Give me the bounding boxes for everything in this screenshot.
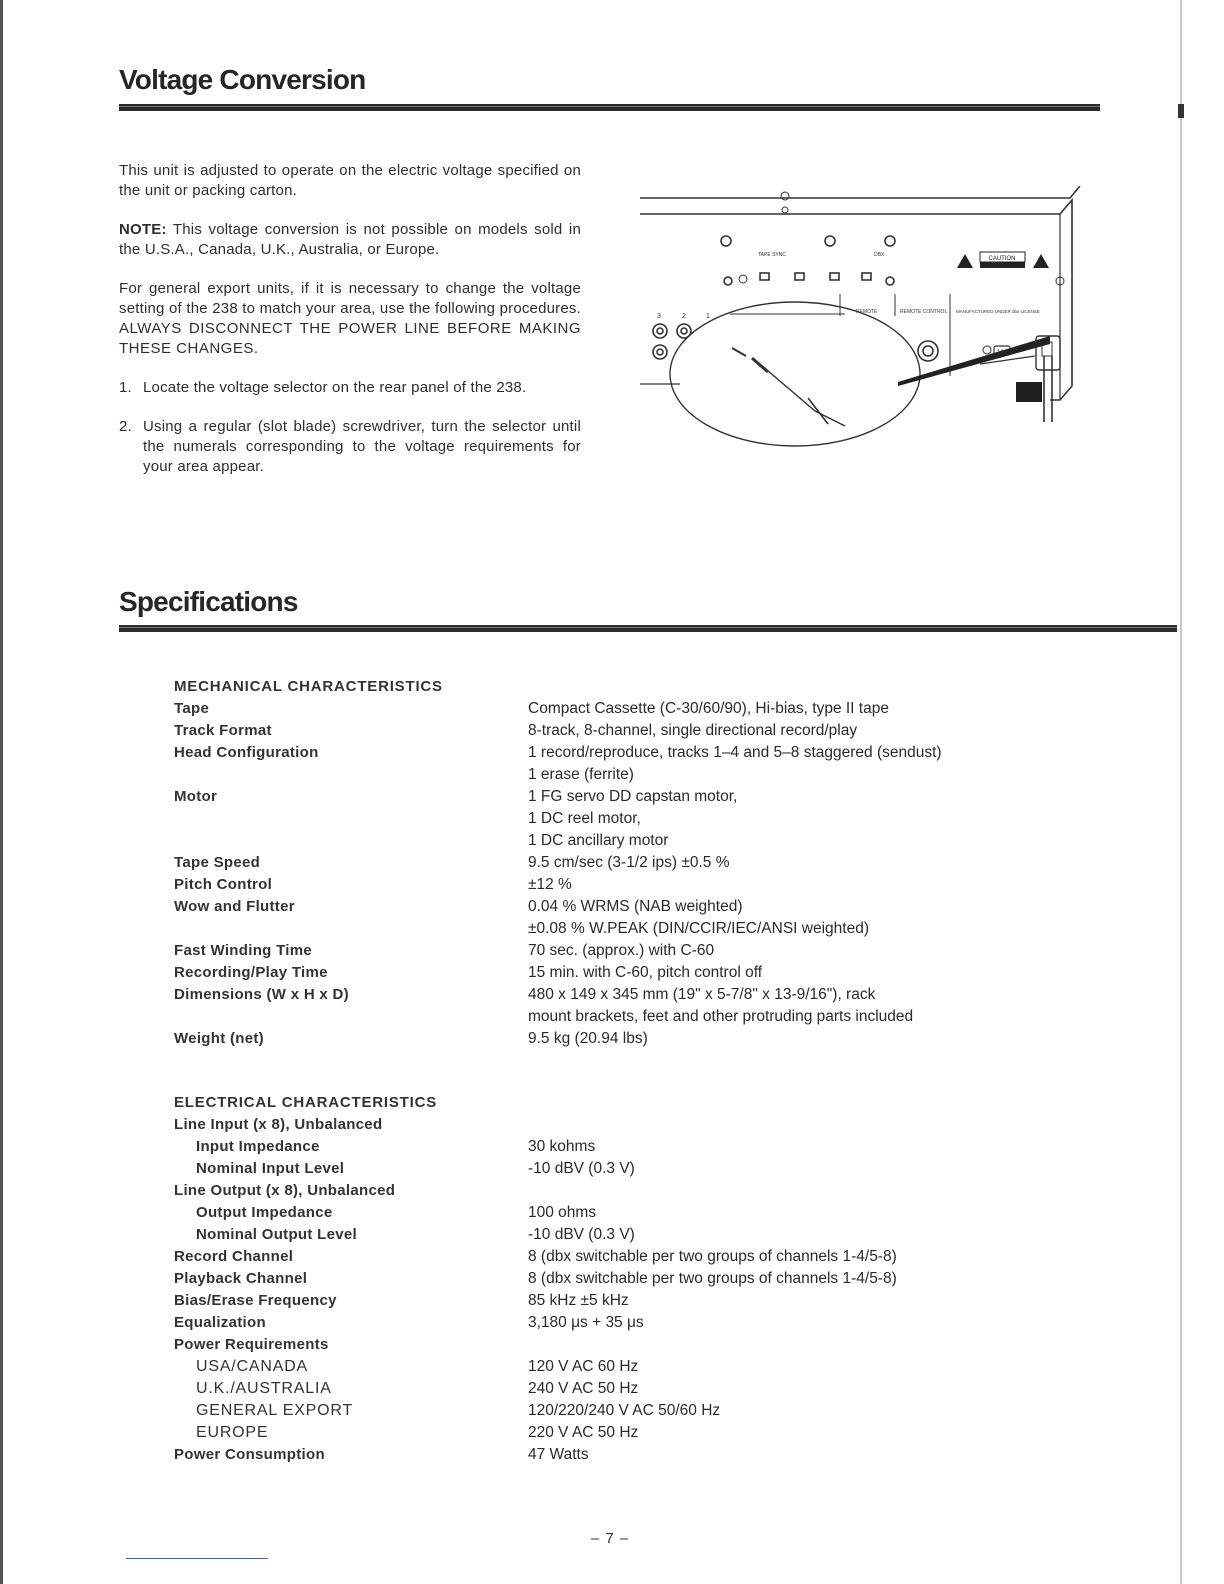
screw-icon bbox=[885, 236, 895, 246]
spec-row-record-channel bbox=[174, 1246, 1074, 1268]
switch-icon bbox=[795, 273, 804, 280]
spec-row-power-consumption bbox=[174, 1444, 1074, 1466]
screw-icon bbox=[721, 236, 731, 246]
voltage-steps bbox=[119, 378, 581, 477]
rca-jack-icon bbox=[653, 324, 667, 338]
spec-row-general-export bbox=[174, 1400, 1074, 1422]
scan-left-edge bbox=[0, 0, 3, 1584]
spec-value-line: 9.5 cm/sec (3-1/2 ips) ±0.5 % bbox=[528, 854, 730, 871]
step-text: Using a regular (slot blade) screwdriver, turn the selector until the numerals corresponding to the voltage requirements for your area appear. bbox=[143, 418, 581, 475]
step-text: Locate the voltage selector on the rear panel of the 238. bbox=[143, 379, 527, 396]
license-label: MANUFACTURED UNDER dbx LICENSE bbox=[956, 309, 1040, 314]
panel-top-edge bbox=[640, 186, 1080, 198]
spec-label: Nominal Input Level bbox=[196, 1160, 345, 1177]
spec-value-line: 1 erase (ferrite) bbox=[528, 766, 634, 783]
spec-label: Line Output (x 8), Unbalanced bbox=[174, 1182, 396, 1199]
spec-label: Equalization bbox=[174, 1314, 266, 1331]
spec-label: Tape Speed bbox=[174, 854, 261, 871]
jack-icon bbox=[886, 277, 894, 285]
spec-label: Line Input (x 8), Unbalanced bbox=[174, 1116, 383, 1133]
spec-label: Input Impedance bbox=[196, 1138, 320, 1155]
voltage-note bbox=[119, 220, 581, 260]
switch-icon bbox=[830, 273, 839, 280]
spec-value-line: 8-track, 8-channel, single directional record/play bbox=[528, 722, 858, 739]
spec-label: Playback Channel bbox=[174, 1270, 308, 1287]
voltage-intro: This unit is adjusted to operate on the electric voltage specified on the unit or packing carton. bbox=[119, 162, 581, 199]
spec-row-fast-winding bbox=[174, 940, 1074, 962]
spec-value bbox=[528, 698, 1074, 720]
spec-value: -10 dBV (0.3 V) bbox=[528, 1160, 635, 1177]
tape-sync-label: TAPE SYNC bbox=[758, 252, 786, 258]
spec-label: Power Requirements bbox=[174, 1336, 329, 1353]
spec-row-motor bbox=[174, 786, 1074, 852]
spec-value: 220 V AC 50 Hz bbox=[528, 1424, 639, 1441]
electrical-heading-row bbox=[174, 1092, 1074, 1114]
export-text: For general export units, if it is necessary to change the voltage setting of the 238 to match your area, use the following procedures. bbox=[119, 280, 581, 317]
spec-row-weight bbox=[174, 1028, 1074, 1050]
spec-value bbox=[528, 852, 1074, 874]
spec-label: Output Impedance bbox=[196, 1204, 333, 1221]
specifications-table bbox=[174, 676, 1074, 1466]
spec-value: 8 (dbx switchable per two groups of channels 1-4/5-8) bbox=[528, 1270, 897, 1287]
remote-control-label: REMOTE CONTROL bbox=[900, 309, 948, 315]
remote-connector-icon bbox=[918, 341, 938, 361]
remote-punch-label: REMOTE bbox=[856, 309, 878, 315]
spec-value: 100 ohms bbox=[528, 1204, 597, 1221]
spec-row-tape bbox=[174, 698, 1074, 720]
voltage-body bbox=[119, 161, 581, 496]
spec-row-power-requirements bbox=[174, 1334, 1074, 1356]
scan-edge-mark bbox=[1178, 104, 1184, 118]
spec-value-line: 70 sec. (approx.) with C-60 bbox=[528, 942, 715, 959]
voltage-value-label: 120 bbox=[996, 350, 1008, 356]
spec-value: 120 V AC 60 Hz bbox=[528, 1358, 639, 1375]
spec-row-wow-flutter bbox=[174, 896, 1074, 940]
spec-label: Motor bbox=[174, 788, 218, 805]
power-cord bbox=[1044, 356, 1052, 422]
step-number: 2. bbox=[119, 418, 132, 435]
spec-label: Pitch Control bbox=[174, 876, 273, 893]
page-number: – 7 – bbox=[590, 1530, 630, 1547]
spec-value bbox=[528, 742, 1074, 786]
channel-2-label: 2 bbox=[682, 313, 686, 320]
warning-text: ALWAYS DISCONNECT THE POWER LINE BEFORE MAKING THESE CHANGES. bbox=[119, 320, 581, 357]
note-text: This voltage conversion is not possible on models sold in the U.S.A., Canada, U.K., Australia, or Europe. bbox=[119, 221, 581, 258]
spec-label: Wow and Flutter bbox=[174, 898, 295, 915]
spec-row-recording-time bbox=[174, 962, 1074, 984]
spec-row-pitch-control bbox=[174, 874, 1074, 896]
footnote-rule bbox=[126, 1558, 268, 1559]
specifications-title-rule bbox=[119, 625, 1177, 632]
rca-jack-icon bbox=[653, 345, 667, 359]
warning-triangle-icon bbox=[1033, 254, 1049, 268]
voltage-title-rule bbox=[119, 104, 1100, 111]
spec-label: Track Format bbox=[174, 722, 272, 739]
spec-label: U.K./AUSTRALIA bbox=[196, 1380, 332, 1397]
spec-value-line: 1 FG servo DD capstan motor, bbox=[528, 788, 738, 805]
spec-value-line: 480 x 149 x 345 mm (19" x 5-7/8" x 13-9/16"), rack bbox=[528, 986, 876, 1003]
spec-value-line: ±12 % bbox=[528, 876, 572, 893]
spec-label: Tape bbox=[174, 700, 210, 717]
dbx-label: DBX bbox=[874, 252, 885, 258]
spec-row-output-impedance bbox=[174, 1202, 1074, 1224]
spec-value-line: mount brackets, feet and other protruding parts included bbox=[528, 1008, 914, 1025]
spec-row-playback-channel bbox=[174, 1268, 1074, 1290]
spec-value-line: Compact Cassette (C-30/60/90), Hi-bias, type II tape bbox=[528, 700, 889, 717]
spec-row-line-input bbox=[174, 1114, 1074, 1136]
spec-label: Dimensions (W x H x D) bbox=[174, 986, 349, 1003]
switch-icon bbox=[862, 273, 871, 280]
mechanical-heading: MECHANICAL CHARACTERISTICS bbox=[174, 678, 443, 695]
section-spacer bbox=[174, 1050, 1074, 1092]
panel-outline bbox=[640, 200, 1072, 400]
warning-triangle-icon bbox=[957, 254, 973, 268]
spec-value: 3,180 μs + 35 μs bbox=[528, 1314, 644, 1331]
spec-row-bias-erase bbox=[174, 1290, 1074, 1312]
spec-value bbox=[528, 720, 1074, 742]
spec-value bbox=[528, 984, 1074, 1028]
scan-right-edge bbox=[1180, 0, 1182, 1584]
spec-value: 120/220/240 V AC 50/60 Hz bbox=[528, 1402, 721, 1419]
spec-value-line: 9.5 kg (20.94 lbs) bbox=[528, 1030, 648, 1047]
spec-label: Bias/Erase Frequency bbox=[174, 1292, 337, 1309]
spec-label: GENERAL EXPORT bbox=[196, 1402, 354, 1419]
spec-row-dimensions bbox=[174, 984, 1074, 1028]
power-plug-block bbox=[1016, 382, 1042, 402]
spec-label: USA/CANADA bbox=[196, 1358, 309, 1375]
spec-value-line: 0.04 % WRMS (NAB weighted) bbox=[528, 898, 743, 915]
voltage-export-paragraph bbox=[119, 279, 581, 359]
note-label: NOTE: bbox=[119, 221, 167, 238]
spec-row-usa-canada bbox=[174, 1356, 1074, 1378]
spec-value-line: 15 min. with C-60, pitch control off bbox=[528, 964, 763, 981]
voltage-section-title: Voltage Conversion bbox=[119, 64, 366, 95]
specifications-title: Specifications bbox=[119, 586, 298, 617]
channel-3-label: 3 bbox=[657, 313, 661, 320]
spec-label: Head Configuration bbox=[174, 744, 319, 761]
spec-value bbox=[528, 962, 1074, 984]
spec-row-uk-australia bbox=[174, 1378, 1074, 1400]
channel-1-label: 1 bbox=[706, 313, 710, 320]
rear-panel-illustration bbox=[640, 186, 1090, 456]
spec-value bbox=[528, 896, 1074, 940]
spec-value: 47 Watts bbox=[528, 1446, 589, 1463]
step-number: 1. bbox=[119, 379, 132, 396]
spec-row-tape-speed bbox=[174, 852, 1074, 874]
screwdriver-shaft bbox=[760, 364, 845, 426]
spec-value-line: 1 DC reel motor, bbox=[528, 810, 641, 827]
spec-value-line: ±0.08 % W.PEAK (DIN/CCIR/IEC/ANSI weighted) bbox=[528, 920, 869, 937]
spec-row-equalization bbox=[174, 1312, 1074, 1334]
mechanical-heading-row bbox=[174, 676, 1074, 698]
spec-label: Nominal Output Level bbox=[196, 1226, 358, 1243]
spec-row-line-output bbox=[174, 1180, 1074, 1202]
spec-value bbox=[528, 874, 1074, 896]
caution-label: CAUTION bbox=[988, 256, 1016, 262]
spec-row-europe bbox=[174, 1422, 1074, 1444]
spec-value: 30 kohms bbox=[528, 1138, 596, 1155]
spec-value: -10 dBV (0.3 V) bbox=[528, 1226, 635, 1243]
voltage-step bbox=[119, 378, 581, 398]
spec-value bbox=[528, 1028, 1074, 1050]
spec-row-input-impedance bbox=[174, 1136, 1074, 1158]
spec-value: 85 kHz ±5 kHz bbox=[528, 1292, 629, 1309]
spec-value bbox=[528, 786, 1074, 852]
spec-value-line: 1 record/reproduce, tracks 1–4 and 5–8 staggered (sendust) bbox=[528, 744, 942, 761]
spec-value: 240 V AC 50 Hz bbox=[528, 1380, 639, 1397]
switch-icon bbox=[760, 273, 769, 280]
spec-label: Recording/Play Time bbox=[174, 964, 328, 981]
spec-value-line: 1 DC ancillary motor bbox=[528, 832, 669, 849]
spec-row-nominal-input bbox=[174, 1158, 1074, 1180]
magnifier-circle bbox=[670, 302, 920, 446]
screw-icon bbox=[825, 236, 835, 246]
spec-label: Power Consumption bbox=[174, 1446, 325, 1463]
jack-icon bbox=[724, 277, 732, 285]
spec-value bbox=[528, 940, 1074, 962]
spec-label: EUROPE bbox=[196, 1424, 269, 1441]
spec-row-nominal-output bbox=[174, 1224, 1074, 1246]
spec-label: Record Channel bbox=[174, 1248, 294, 1265]
spec-label: Weight (net) bbox=[174, 1030, 264, 1047]
spec-row-head-configuration bbox=[174, 742, 1074, 786]
electrical-heading: ELECTRICAL CHARACTERISTICS bbox=[174, 1094, 438, 1111]
spec-label: Fast Winding Time bbox=[174, 942, 313, 959]
spec-value: 8 (dbx switchable per two groups of channels 1-4/5-8) bbox=[528, 1248, 897, 1265]
spec-row-track-format bbox=[174, 720, 1074, 742]
voltage-step bbox=[119, 417, 581, 477]
